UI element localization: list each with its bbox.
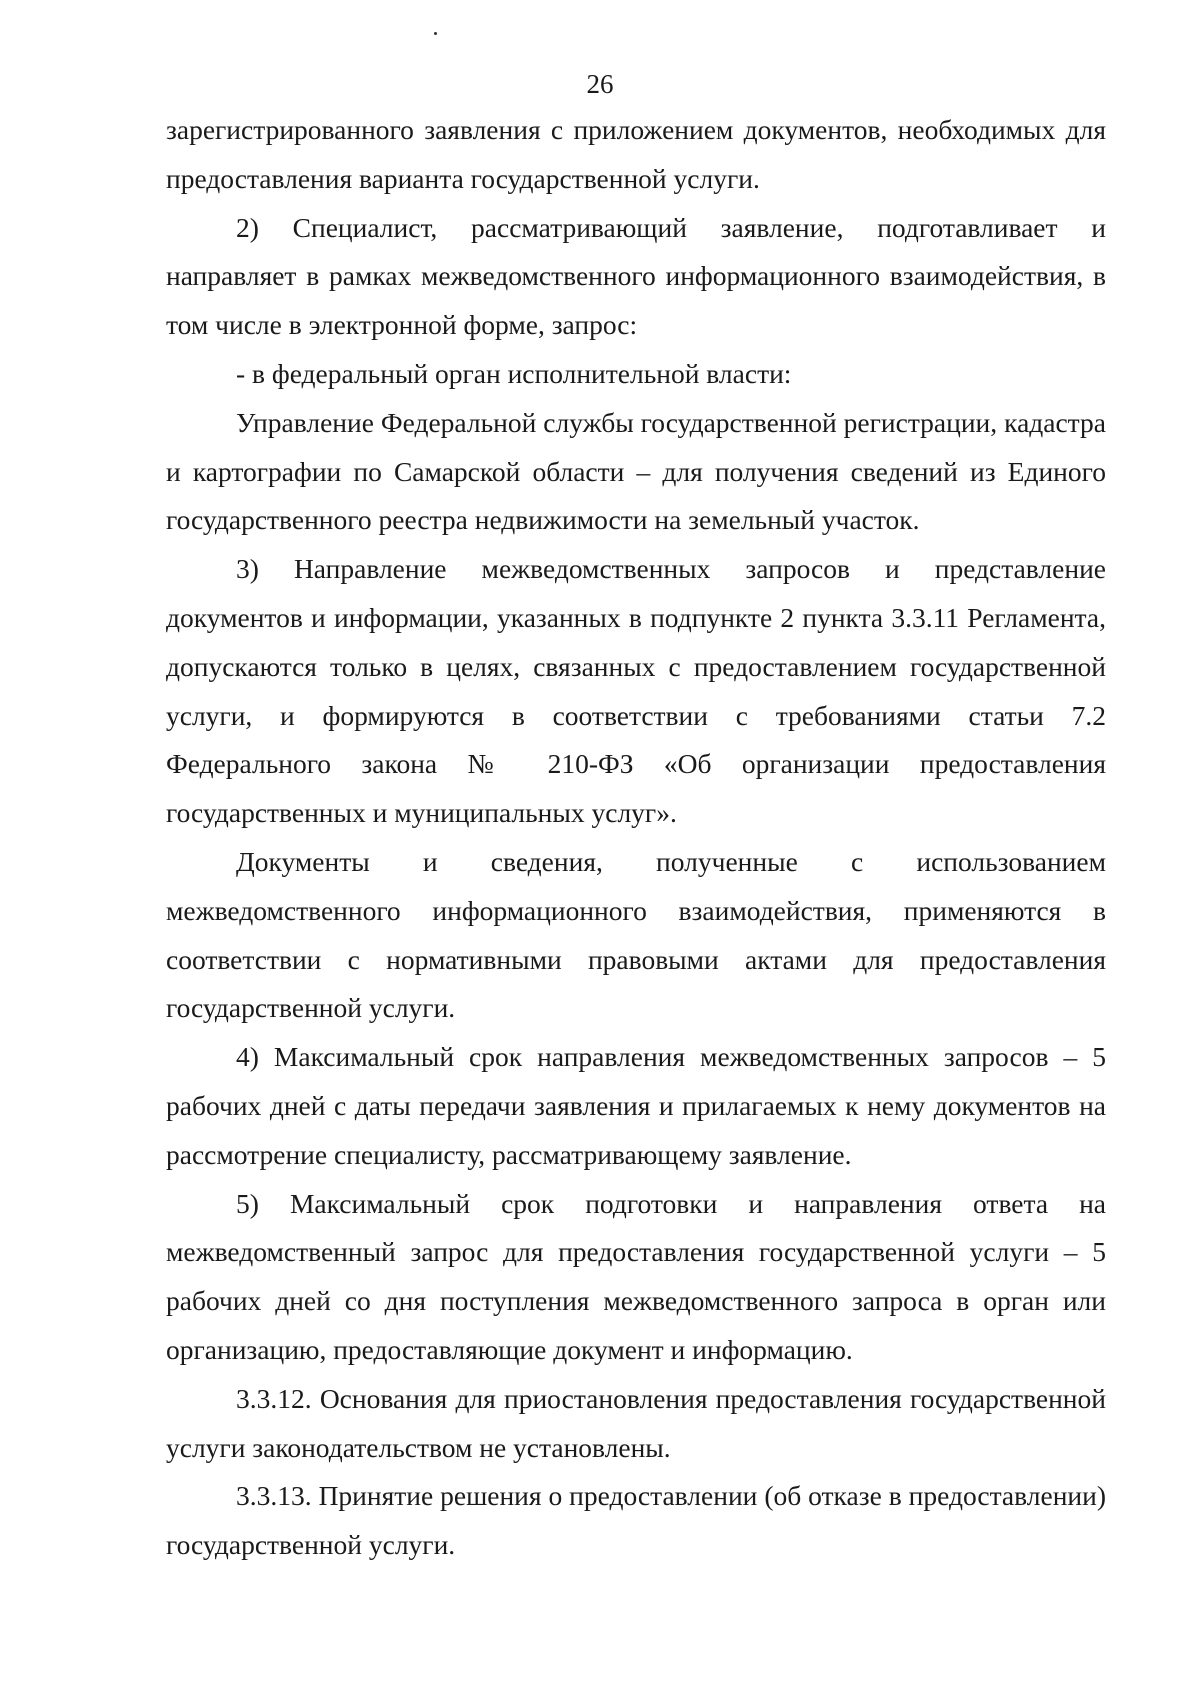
page-number: 26 <box>586 69 614 99</box>
paragraph-3: - в федеральный орган исполнительной власти: <box>236 357 792 389</box>
paragraph-8: 5) Максимальный срок подготовки и направления ответа на межведомственный запрос для предоставления государственной услуги – 5 рабочих дней со дня поступления межведомственного запроса в орган или организацию, предоставляющие документ и информацию. <box>166 1187 1106 1365</box>
paragraph-10: 3.3.13. Принятие решения о предоставлении (об отказе в предоставлении) государственной услуги. <box>166 1480 1106 1561</box>
document-body <box>166 106 1106 1570</box>
paragraph-4: Управление Федеральной службы государственной регистрации, кадастра и картографии по Самарской области – для получения сведений из Единого государственного реестра недвижимости на земельный участок. <box>166 406 1106 536</box>
paragraph-6: Документы и сведения, полученные с использованием межведомственного информационного взаимодействия, применяются в соответствии с нормативными правовыми актами для предоставления государственной услуги. <box>166 845 1106 1024</box>
paragraph-7: 4) Максимальный срок направления межведомственных запросов – 5 рабочих дней с даты передачи заявления и прилагаемых к нему документов на рассмотрение специалисту, рассматривающему заявление. <box>166 1041 1106 1170</box>
scan-speck <box>434 32 437 35</box>
paragraph-5: 3) Направление межведомственных запросов и представление документов и информации, указанных в подпункте 2 пункта 3.3.11 Регламента, допускаются только в целях, связанных с предоставлением государственной услуги, и формируются в соответствии с требованиями статьи 7.2 Федерального закона № 210-ФЗ «Об организации предоставления государственных и муниципальных услуг». <box>166 553 1106 829</box>
paragraph-2: 2) Специалист, рассматривающий заявление, подготавливает и направляет в рамках межведомственного информационного взаимодействия, в том числе в электронной форме, запрос: <box>166 211 1106 341</box>
paragraph-1: зарегистрированного заявления с приложением документов, необходимых для предоставления варианта государственной услуги. <box>166 114 1106 194</box>
paragraph-9: 3.3.12. Основания для приостановления предоставления государственной услуги законодательством не установлены. <box>166 1382 1106 1463</box>
